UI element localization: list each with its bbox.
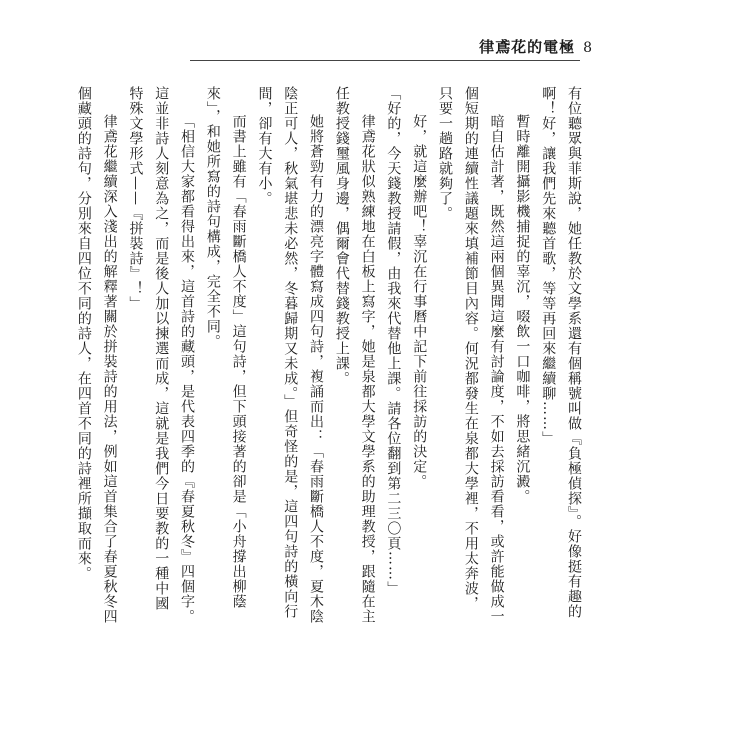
paragraph-3: 暗自估計著，既然這兩個異聞這麼有討論度，不如去採訪看看，或許能做成一個短期的連續性議題來填補節目內容。何況都發生在泉都大學裡，不用太奔波，只要一趟路就夠了。 <box>437 86 505 624</box>
paragraph-10: 律鳶花繼續深入淺出的解釋著關於拼裝詩的用法，例如這首集合了春夏秋冬四個藏頭的詩句，分別來自四位不同的詩人，在四首不同的詩裡所擷取而來。 <box>75 86 118 624</box>
vertical-text-body <box>75 86 586 624</box>
header-divider <box>190 60 580 61</box>
paragraph-9: 「相信大家都看得出來，這首詩的藏頭，是代表四季的『春夏秋冬』四個字。這並非詩人刻意為之，而是後人加以揀選而成，這就是我們今日要教的一種中國特殊文學形式——『拼裝詩』！」 <box>127 86 196 624</box>
paragraph-6: 律鳶花狀似熟練地在白板上寫字，她是泉都大學文學系的助理教授，跟隨在主任教授錢璽風身邊，偶爾會代替錢教授上課。 <box>333 86 376 624</box>
page-number: 8 <box>583 40 592 56</box>
paragraph-4: 好，就這麼辦吧！辜沉在行事曆中記下前往採訪的決定。 <box>411 114 428 489</box>
paragraph-2: 暫時離開攝影機捕捉的辜沉，啜飲一口咖啡，將思緒沉澱。 <box>514 114 531 504</box>
paragraph-5: 「好的，今天錢教授請假，由我來代替他上課。請各位翻到第二三〇頁……」 <box>385 86 402 596</box>
paragraph-7: 她將蒼勁有力的漂亮字體寫成四句詩，複誦而出：「春雨斷橋人不度，夏木陰陰正可人，秋氣堪悲未必然，冬暮歸期又未成。」但奇怪的是，這四句詩的橫向行間，卻有大有小。 <box>256 86 325 624</box>
book-title: 律鳶花的電極 <box>479 38 576 56</box>
paragraph-1: 有位聽眾與菲斯說，她任教於文學系還有個稱號叫做『負極偵探』。好像挺有趣的啊！好，讓我們先來聽首歌，等等再回來繼續聊……」 <box>540 86 582 619</box>
running-header <box>479 36 592 57</box>
paragraph-8: 而書上雖有「春雨斷橋人不度」這句詩，但下頭接著的卻是「小舟撐出柳蔭來」，和她所寫的詩句構成，完全不同。 <box>204 86 247 609</box>
